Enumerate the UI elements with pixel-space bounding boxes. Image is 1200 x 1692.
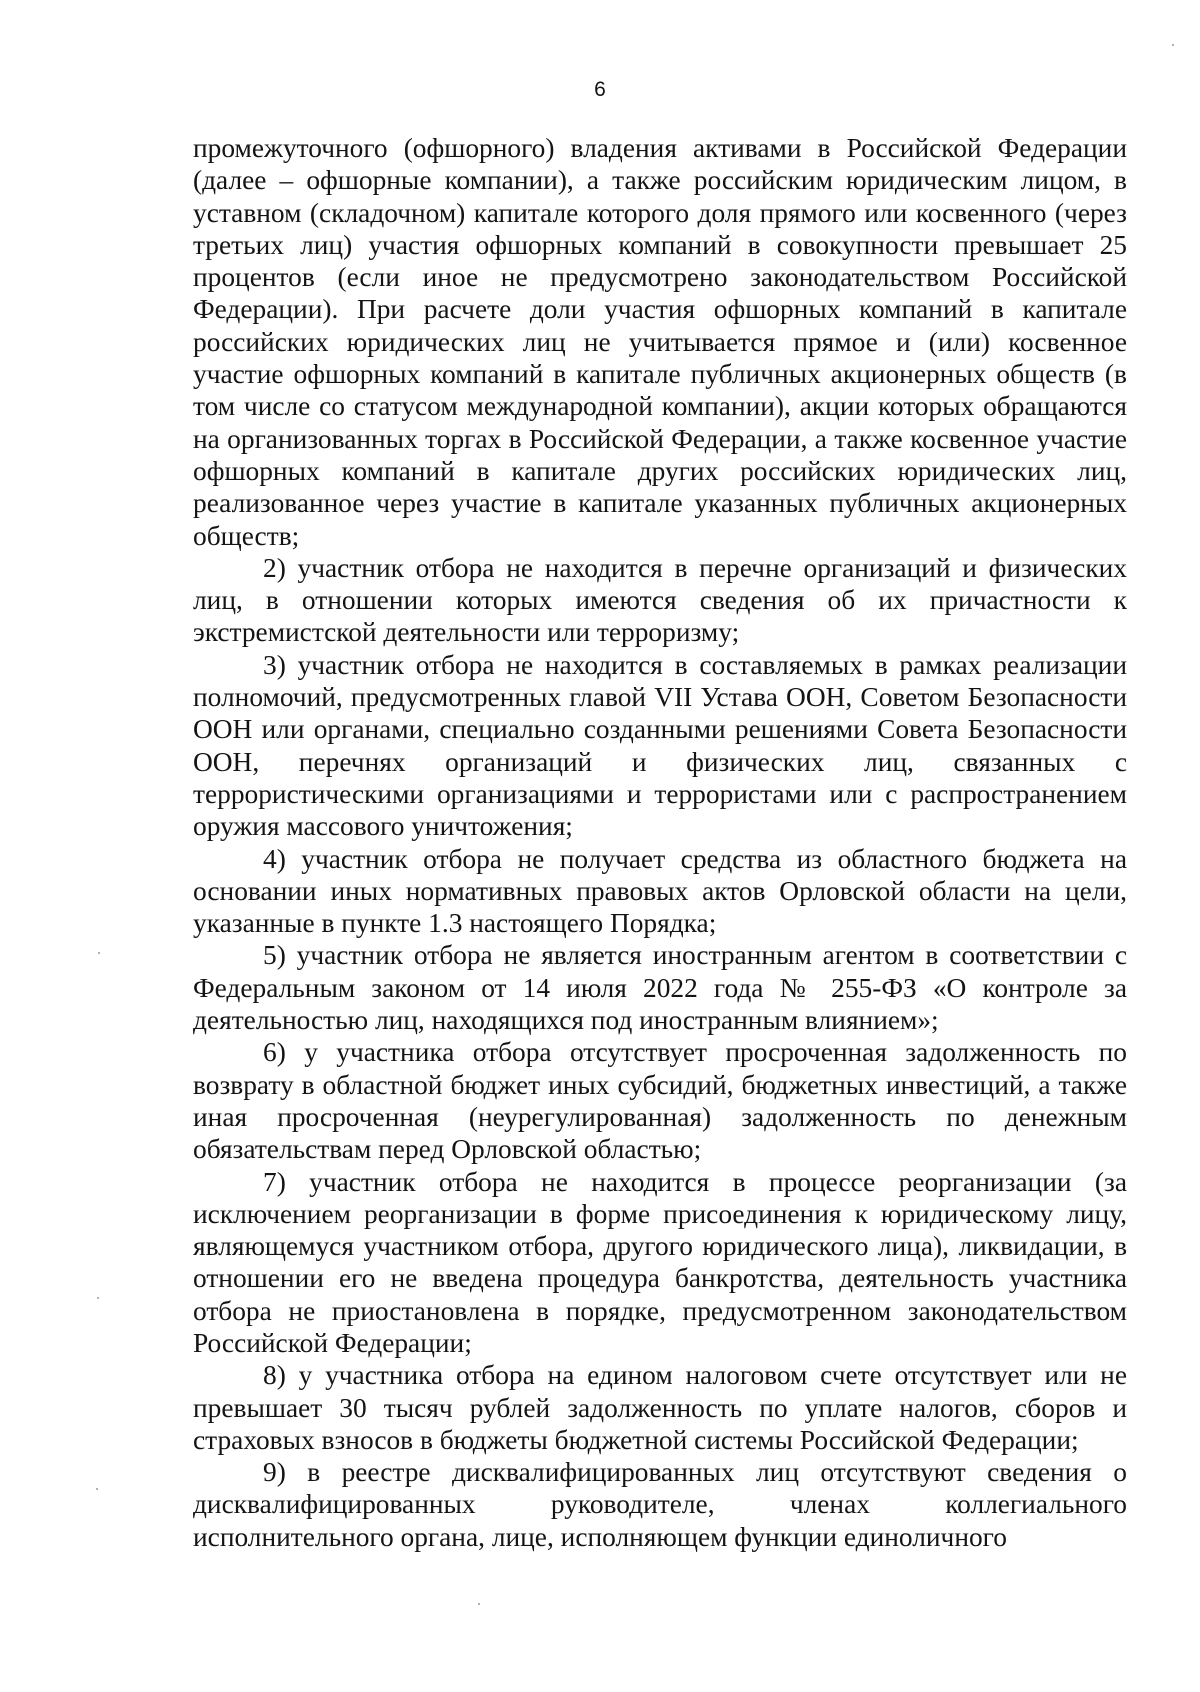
- paragraph-item-4: 4) участник отбора не получает средства из областного бюджета на основании иных нормативных правовых актов Орловской области на цели, указанные в пункте 1.3 настоящего Порядка;: [193, 843, 1127, 939]
- paragraph-item-3: 3) участник отбора не находится в составляемых в рамках реализации полномочий, предусмотренных главой VII Устава ООН, Советом Безопасности ООН или органами, специально созданными решениями Совета Безопасности ООН, перечнях организаций и физических лиц, связанных с террористическими организациями и террористами или с распространением оружия массового уничтожения;: [193, 649, 1127, 842]
- scan-speck: [96, 1488, 98, 1490]
- paragraph-item-5: 5) участник отбора не является иностранным агентом в соответствии с Федеральным законом от 14 июля 2022 года № 255-ФЗ «О контроле за деятельностью лиц, находящихся под иностранным влиянием»;: [193, 940, 1127, 1036]
- paragraph-item-6: 6) у участника отбора отсутствует просроченная задолженность по возврату в областной бюджет иных субсидий, бюджетных инвестиций, а также иная просроченная (неурегулированная) задолженность по денежным обязательствам перед Орловской областью;: [193, 1037, 1127, 1165]
- paragraph-offshore-continuation: промежуточного (офшорного) владения активами в Российской Федерации (далее – офшорные компании), а также российским юридическим лицом, в уставном (складочном) капитале которого доля прямого или косвенного (через третьих лиц) участия офшорных компаний в совокупности превышает 25 процентов (если иное не предусмотрено законодательством Российской Федерации). При расчете доли участия офшорных компаний в капитале российских юридических лиц не учитывается прямое и (или) косвенное участие офшорных компаний в капитале публичных акционерных обществ (в том числе со статусом международной компании), акции которых обращаются на организованных торгах в Российской Федерации, а также косвенное участие офшорных компаний в капитале других российских юридических лиц, реализованное через участие в капитале указанных публичных акционерных обществ;: [193, 133, 1127, 551]
- paragraph-item-9: 9) в реестре дисквалифицированных лиц отсутствуют сведения о дисквалифицированных руководителе, членах коллегиального исполнительного органа, лице, исполняющем функции единоличного: [193, 1457, 1127, 1552]
- scan-speck: [97, 1297, 99, 1299]
- scan-speck: [98, 952, 100, 954]
- paragraph-item-7: 7) участник отбора не находится в процессе реорганизации (за исключением реорганизации в форме присоединения к юридическому лицу, являющемуся участником отбора, другого юридического лица), ликвидации, в отношении его не введена процедура банкротства, деятельность участника отбора не приостановлена в порядке, предусмотренном законодательством Российской Федерации;: [193, 1166, 1127, 1358]
- scan-speck: [478, 1603, 480, 1605]
- document-body: [193, 132, 1127, 1553]
- page-number: 6: [594, 78, 606, 101]
- scan-speck: [1172, 44, 1174, 46]
- paragraph-item-8: 8) у участника отбора на едином налоговом счете отсутствует или не превышает 30 тысяч рублей задолженность по уплате налогов, сборов и страховых взносов в бюджеты бюджетной системы Российской Федерации;: [193, 1360, 1127, 1455]
- paragraph-item-2: 2) участник отбора не находится в перечне организаций и физических лиц, в отношении которых имеются сведения об их причастности к экстремистской деятельности или терроризму;: [193, 552, 1127, 648]
